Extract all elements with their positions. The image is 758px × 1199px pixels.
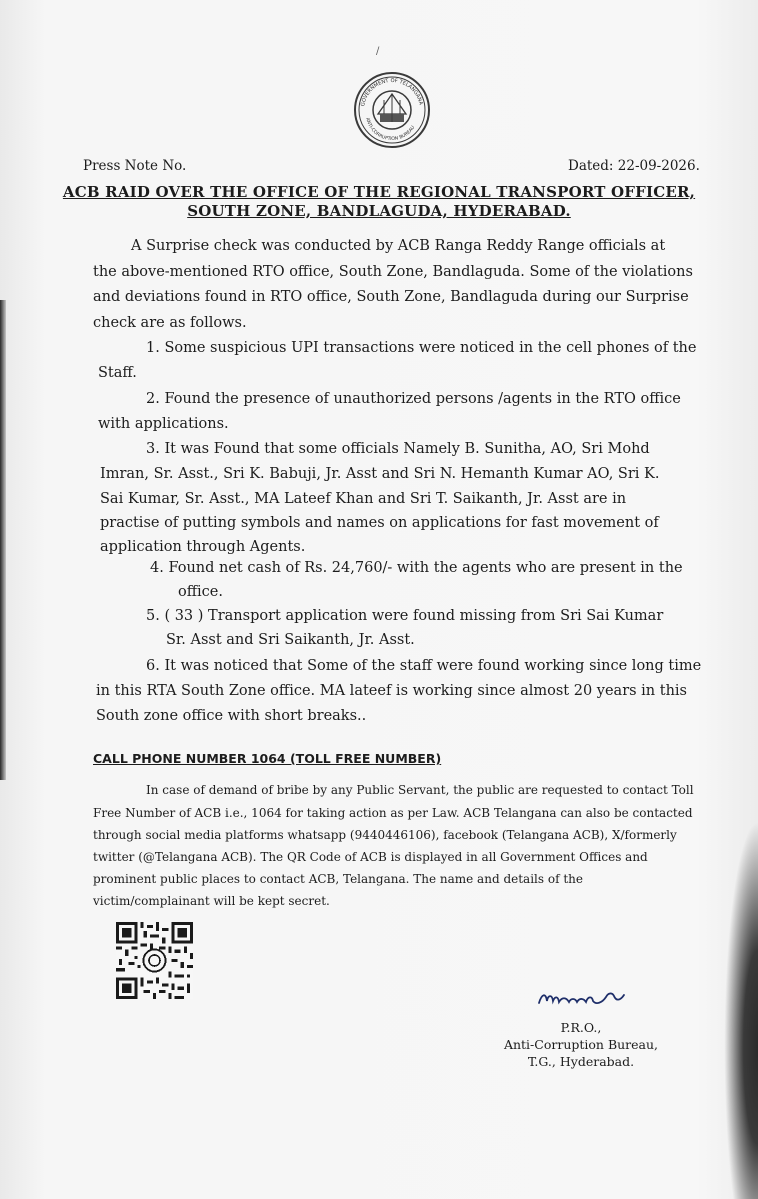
- list-item-line: Staff.: [98, 365, 137, 381]
- seal-icon: [352, 70, 432, 150]
- bureau-name: Anti-Corruption Bureau,: [503, 1037, 659, 1052]
- list-item-line: office.: [178, 584, 223, 600]
- list-item-line: 3. It was Found that some officials Namely B. Sunitha, AO, Sri Mohd: [146, 441, 650, 457]
- intro-line: the above-mentioned RTO office, South Zone, Bandlaguda. Some of the violations: [93, 264, 693, 280]
- notice-line: Free Number of ACB i.e., 1064 for taking action as per Law. ACB Telangana can also be contacted: [93, 806, 693, 820]
- page-shadow-left: [0, 300, 6, 780]
- dated-label: Dated: 22-09-2026.: [568, 158, 700, 174]
- intro-line: check are as follows.: [93, 315, 247, 331]
- page-shadow-right: [724, 820, 758, 1199]
- notice-line: In case of demand of bribe by any Public Servant, the public are requested to contact Toll: [146, 783, 694, 797]
- signature: [536, 987, 626, 1013]
- list-item-line: 4. Found net cash of Rs. 24,760/- with the agents who are present in the: [150, 560, 683, 576]
- list-item-line: in this RTA South Zone office. MA lateef is working since almost 20 years in this: [96, 683, 688, 699]
- svg-text:ANTI-CORRUPTION BUREAU: ANTI-CORRUPTION BUREAU: [364, 117, 417, 143]
- list-item-line: with applications.: [98, 416, 229, 432]
- qr-code-icon: [116, 922, 193, 999]
- call-section-heading: CALL PHONE NUMBER 1064 (TOLL FREE NUMBER): [93, 751, 442, 766]
- list-item-line: Sr. Asst and Sri Saikanth, Jr. Asst.: [166, 632, 415, 648]
- press-note-number: Press Note No.: [83, 158, 187, 174]
- intro-line: A Surprise check was conducted by ACB Ranga Reddy Range officials at: [131, 238, 666, 254]
- pen-mark: /: [376, 46, 380, 57]
- list-item-line: 5. ( 33 ) Transport application were found missing from Sri Sai Kumar: [146, 608, 664, 624]
- svg-text:GOVERNMENT OF TELANGANA: GOVERNMENT OF TELANGANA: [360, 77, 424, 107]
- list-item-line: 6. It was noticed that Some of the staff were found working since long time: [146, 658, 702, 674]
- notice-line: through social media platforms whatsapp (9440446106), facebook (Telangana ACB), X/formerly: [93, 828, 677, 842]
- list-item-line: 1. Some suspicious UPI transactions were noticed in the cell phones of the: [146, 340, 697, 356]
- list-item-line: Imran, Sr. Asst., Sri K. Babuji, Jr. Asst and Sri N. Hemanth Kumar AO, Sri K.: [100, 466, 660, 482]
- title-line-2: SOUTH ZONE, BANDLAGUDA, HYDERABAD.: [187, 202, 571, 220]
- list-item-line: South zone office with short breaks..: [96, 708, 367, 724]
- list-item-line: practise of putting symbols and names on applications for fast movement of: [100, 515, 659, 531]
- list-item-line: 2. Found the presence of unauthorized persons /agents in the RTO office: [146, 391, 681, 407]
- notice-line: victim/complainant will be kept secret.: [93, 894, 330, 908]
- pro-title: P.R.O.,: [560, 1020, 602, 1035]
- notice-line: prominent public places to contact ACB, Telangana. The name and details of the: [93, 872, 583, 886]
- list-item-line: application through Agents.: [100, 539, 306, 555]
- notice-line: twitter (@Telangana ACB). The QR Code of ACB is displayed in all Government Offices and: [93, 850, 648, 864]
- intro-line: and deviations found in RTO office, South Zone, Bandlaguda during our Surprise: [93, 289, 689, 305]
- title-line-1: ACB RAID OVER THE OFFICE OF THE REGIONAL TRANSPORT OFFICER,: [62, 183, 696, 201]
- list-item-line: Sai Kumar, Sr. Asst., MA Lateef Khan and Sri T. Saikanth, Jr. Asst are in: [100, 491, 627, 507]
- bureau-location: T.G., Hyderabad.: [527, 1054, 635, 1069]
